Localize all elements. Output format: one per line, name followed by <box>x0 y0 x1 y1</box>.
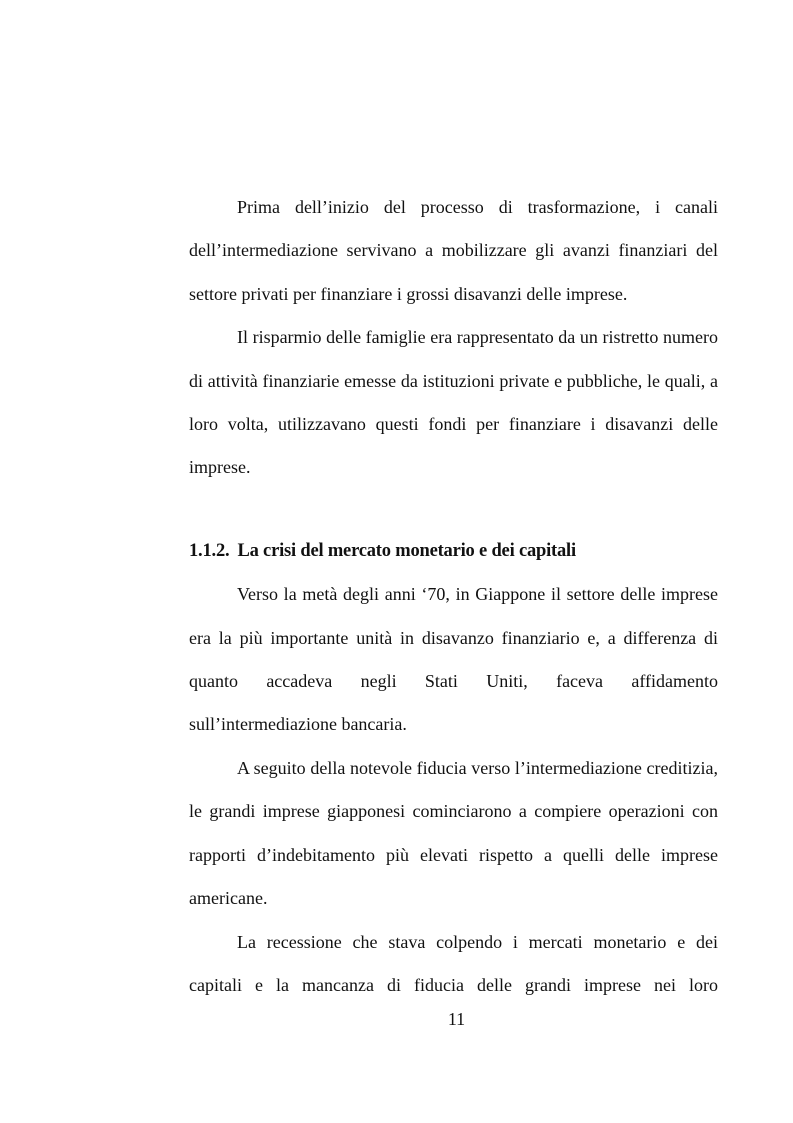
section-title: La crisi del mercato monetario e dei capitali <box>237 540 576 561</box>
page-number: 11 <box>447 1009 466 1029</box>
paragraph: Verso la metà degli anni ‘70, in Giappone il settore delle imprese era la più importante unità in disavanzo finanziario e, a differenza di quanto accadeva negli Stati Uniti, faceva affidamento sull’intermediazione bancaria. <box>189 584 718 735</box>
paragraph: Il risparmio delle famiglie era rappresentato da un ristretto numero di attività finanziarie emesse da istituzioni private e pubbliche, le quali, a loro volta, utilizzavano questi fondi per finanziare i disavanzi delle imprese. <box>189 327 718 478</box>
paragraph: Prima dell’inizio del processo di trasformazione, i canali dell’intermediazione servivano a mobilizzare gli avanzi finanziari del settore privati per finanziare i grossi disavanzi delle imprese. <box>189 197 718 304</box>
document-body <box>189 186 718 1007</box>
paragraph: A seguito della notevole fiducia verso l’intermediazione creditizia, le grandi imprese giapponesi cominciarono a compiere operazioni con rapporti d’indebitamento più elevati rispetto a quelli delle imprese americane. <box>189 757 718 909</box>
paragraph: La recessione che stava colpendo i mercati monetario e dei capitali e la mancanza di fiducia delle grandi imprese nei loro <box>189 931 718 995</box>
section-number: 1.1.2. <box>189 540 230 561</box>
section-spacer <box>189 490 718 530</box>
section-heading <box>189 530 718 573</box>
